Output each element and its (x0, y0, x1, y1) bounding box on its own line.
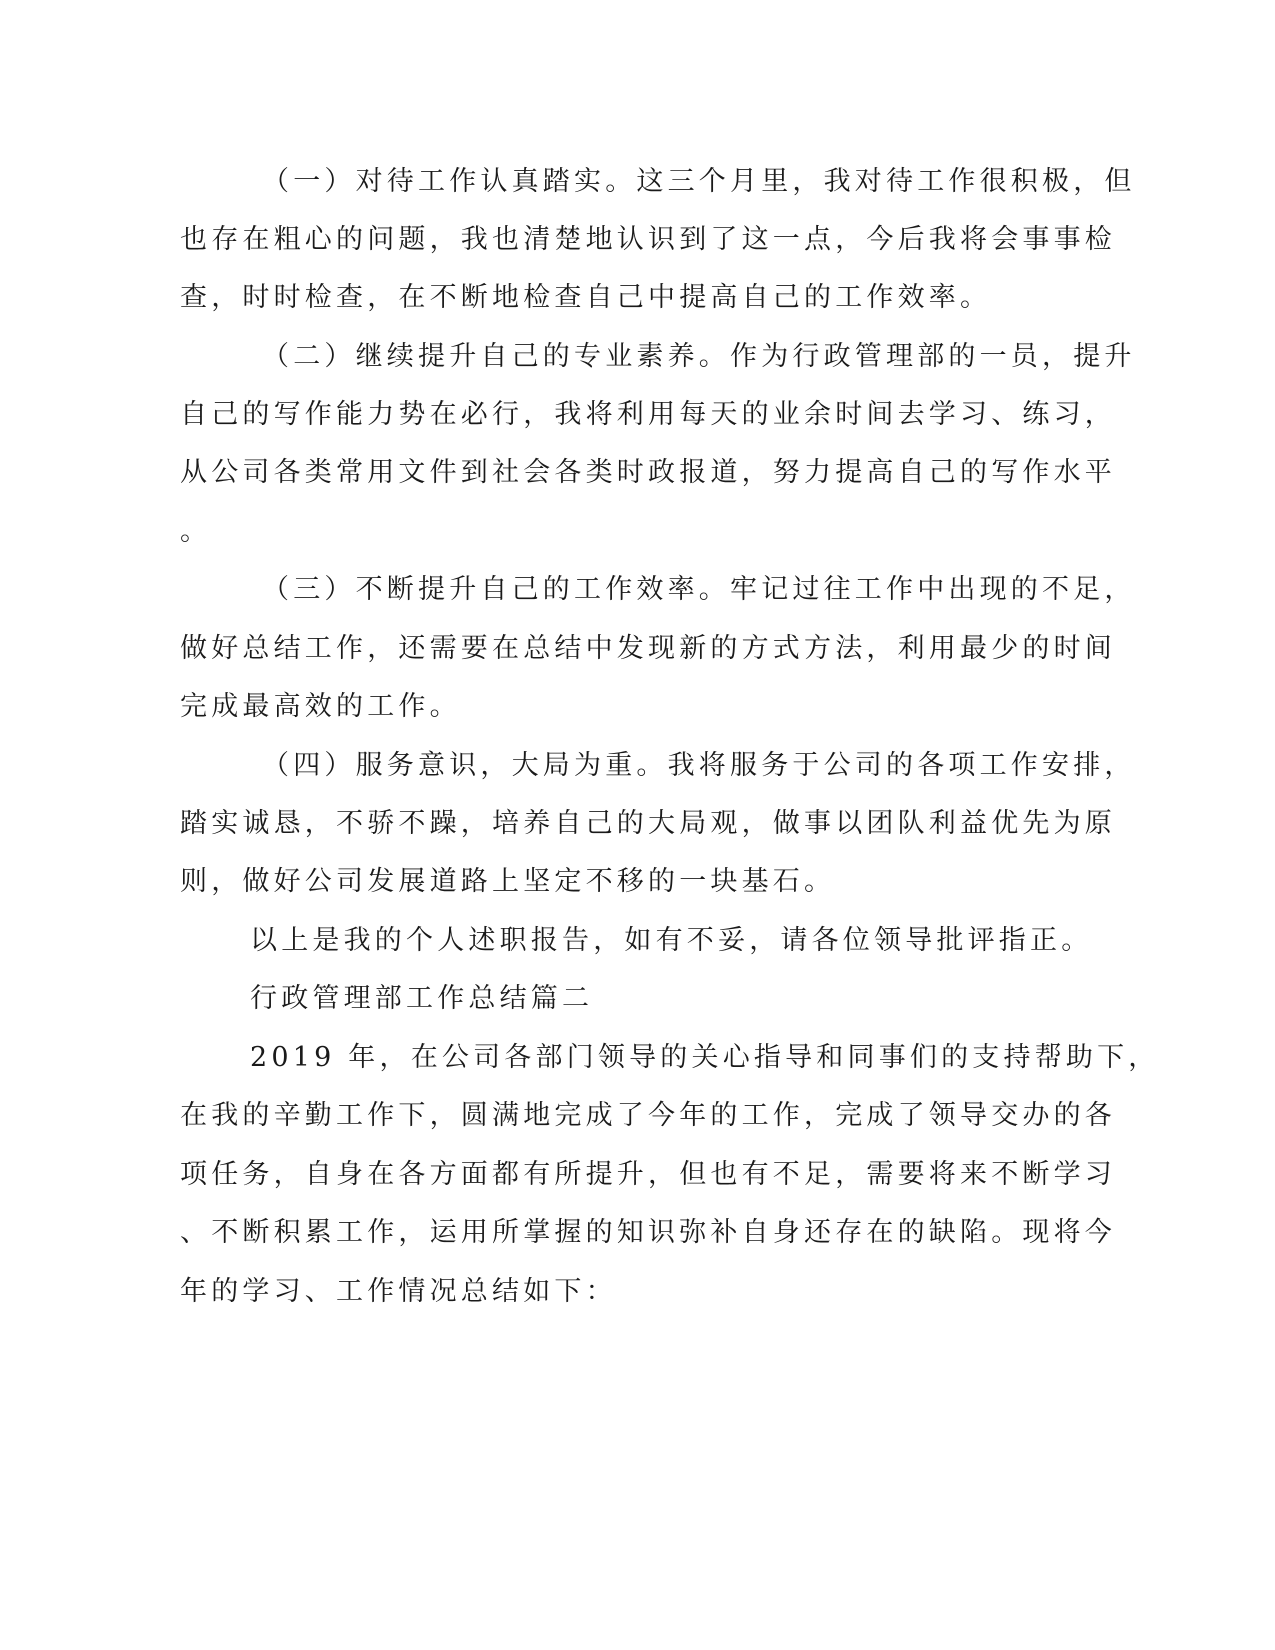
text-line: 查，时时检查，在不断地检查自己中提高自己的工作效率。 (180, 282, 992, 313)
text-line: （二）继续提升自己的专业素养。作为行政管理部的一员，提升 (262, 341, 1136, 372)
text-line: 则，做好公司发展道路上坚定不移的一块基石。 (180, 866, 836, 897)
text-line: 。 (180, 516, 212, 547)
text-line: 从公司各类常用文件到社会各类时政报道，努力提高自己的写作水平 (180, 457, 1116, 488)
text-line: 年的学习、工作情况总结如下： (180, 1276, 617, 1307)
text-line: （四）服务意识，大局为重。我将服务于公司的各项工作安排， (262, 750, 1136, 781)
text-line: 也存在粗心的问题，我也清楚地认识到了这一点，今后我将会事事检 (180, 224, 1116, 255)
text-line: （三）不断提升自己的工作效率。牢记过往工作中出现的不足， (262, 574, 1136, 605)
text-line: 自己的写作能力势在必行，我将利用每天的业余时间去学习、练习， (180, 399, 1116, 430)
section-heading: 行政管理部工作总结篇二 (250, 983, 594, 1014)
text-line: 完成最高效的工作。 (180, 691, 461, 722)
text-line: （一）对待工作认真踏实。这三个月里，我对待工作很积极，但 (262, 166, 1136, 197)
text-line: 在我的辛勤工作下，圆满地完成了今年的工作，完成了领导交办的各 (180, 1100, 1116, 1131)
text-line: 项任务，自身在各方面都有所提升，但也有不足，需要将来不断学习 (180, 1159, 1116, 1190)
text-line: 踏实诚恳，不骄不躁，培养自己的大局观，做事以团队利益优先为原 (180, 808, 1116, 839)
text-line: 2019 年，在公司各部门领导的关心指导和同事们的支持帮助下， (250, 1042, 1160, 1073)
text-line: 以上是我的个人述职报告，如有不妥，请各位领导批评指正。 (250, 925, 1093, 956)
text-line: 、不断积累工作，运用所掌握的知识弥补自身还存在的缺陷。现将今 (180, 1217, 1116, 1248)
text-line: 做好总结工作，还需要在总结中发现新的方式方法，利用最少的时间 (180, 633, 1116, 664)
